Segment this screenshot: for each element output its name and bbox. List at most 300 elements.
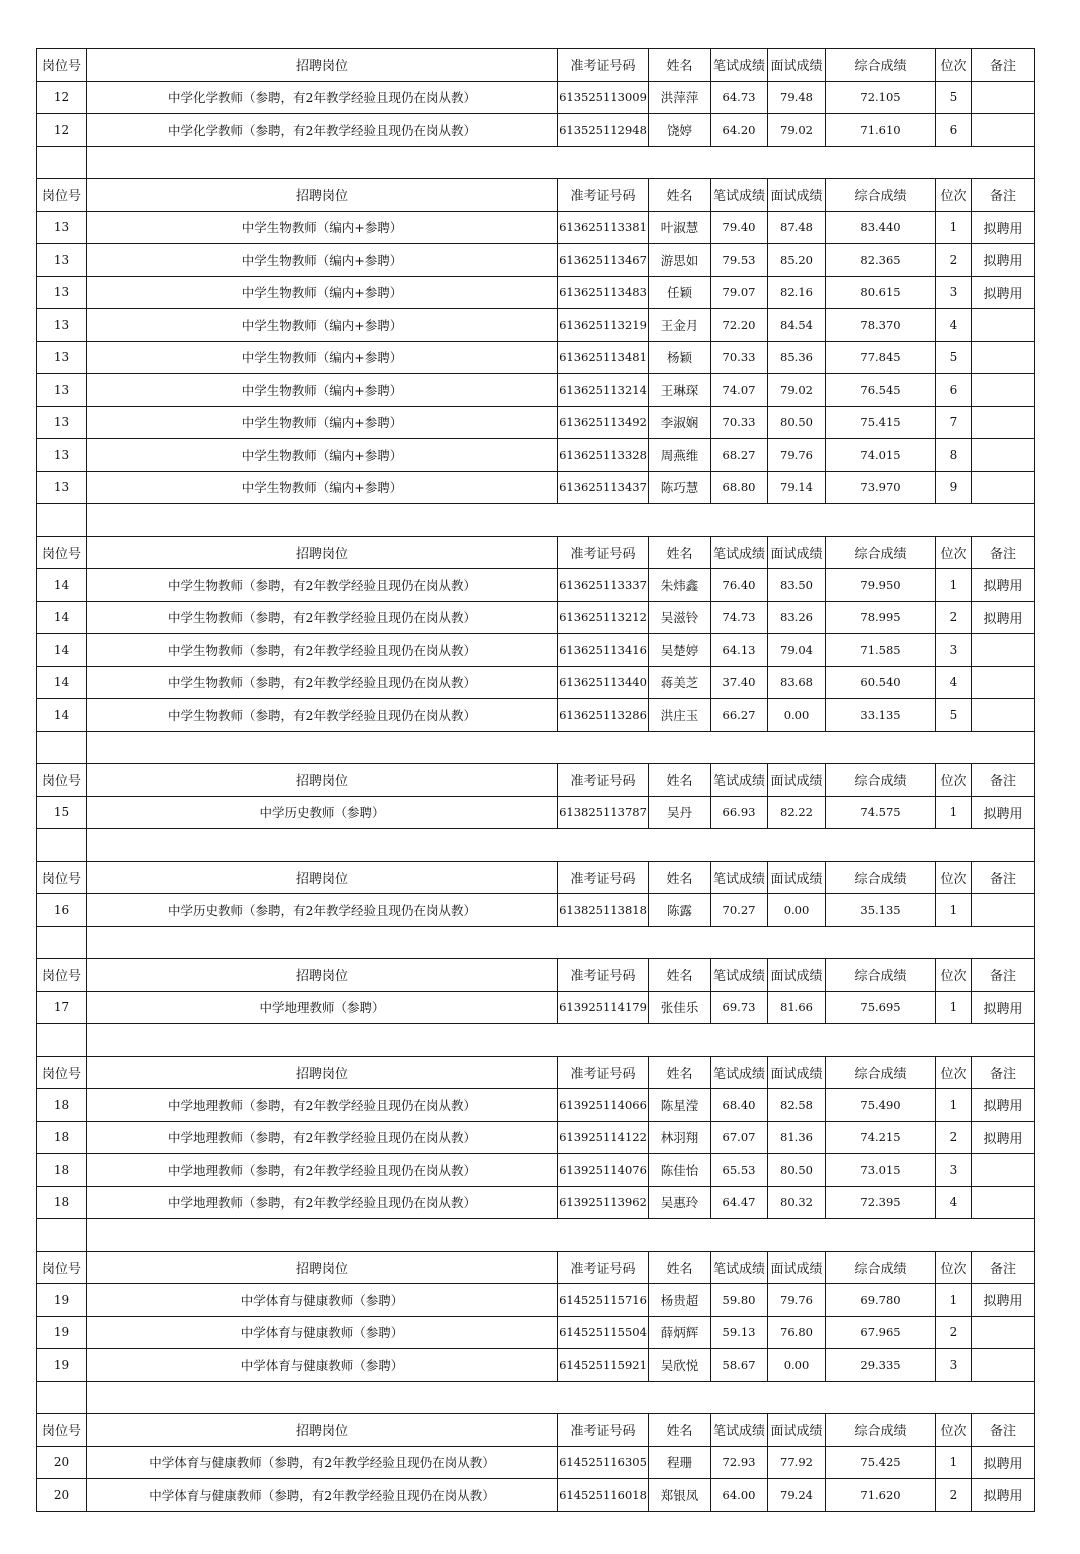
header-rank: 位次: [936, 179, 972, 212]
remark-cell: 拟聘用: [972, 569, 1035, 602]
interview-score-cell: 82.22: [768, 796, 826, 829]
blank-separator-row: [37, 1219, 1035, 1252]
table-row: [37, 276, 1035, 309]
remark-cell: [972, 309, 1035, 342]
table-row: [37, 1479, 1035, 1512]
header-rank: 位次: [936, 49, 972, 82]
remark-cell: 拟聘用: [972, 244, 1035, 277]
job-title-cell: 中学生物教师（编内+参聘）: [87, 439, 558, 472]
interview-score-cell: 79.14: [768, 471, 826, 504]
ticket-no-cell: 613625113481: [558, 341, 649, 374]
header-post-no: 岗位号: [37, 536, 87, 569]
total-score-cell: 75.490: [826, 1089, 936, 1122]
job-title-cell: 中学地理教师（参聘，有2年教学经验且现仍在岗从教）: [87, 1089, 558, 1122]
post-no-cell: 20: [37, 1446, 87, 1479]
rank-cell: 1: [936, 211, 972, 244]
name-cell: 程珊: [649, 1446, 711, 1479]
header-remark: 备注: [972, 1251, 1035, 1284]
total-score-cell: 77.845: [826, 341, 936, 374]
written-score-cell: 68.40: [711, 1089, 768, 1122]
header-rank: 位次: [936, 536, 972, 569]
header-total-score: 综合成绩: [826, 179, 936, 212]
blank-cell: [87, 1219, 1035, 1252]
table-body: [37, 49, 1035, 1512]
ticket-no-cell: 613625113492: [558, 406, 649, 439]
blank-separator-row: [37, 1381, 1035, 1414]
header-row: [37, 861, 1035, 894]
remark-cell: 拟聘用: [972, 1446, 1035, 1479]
ticket-no-cell: 613625113467: [558, 244, 649, 277]
table-row: [37, 374, 1035, 407]
total-score-cell: 60.540: [826, 666, 936, 699]
job-title-cell: 中学地理教师（参聘，有2年教学经验且现仍在岗从教）: [87, 1186, 558, 1219]
table-row: [37, 1186, 1035, 1219]
header-interview-score: 面试成绩: [768, 49, 826, 82]
header-row: [37, 1414, 1035, 1447]
table-row: [37, 699, 1035, 732]
ticket-no-cell: 613925114076: [558, 1154, 649, 1187]
header-interview-score: 面试成绩: [768, 1056, 826, 1089]
score-table: [36, 48, 1035, 1512]
job-title-cell: 中学生物教师（参聘，有2年教学经验且现仍在岗从教）: [87, 601, 558, 634]
header-interview-score: 面试成绩: [768, 861, 826, 894]
job-title-cell: 中学生物教师（参聘，有2年教学经验且现仍在岗从教）: [87, 666, 558, 699]
name-cell: 林羽翔: [649, 1121, 711, 1154]
post-no-cell: 13: [37, 374, 87, 407]
job-title-cell: 中学化学教师（参聘，有2年教学经验且现仍在岗从教）: [87, 81, 558, 114]
header-remark: 备注: [972, 179, 1035, 212]
total-score-cell: 75.695: [826, 991, 936, 1024]
interview-score-cell: 79.02: [768, 374, 826, 407]
written-score-cell: 64.47: [711, 1186, 768, 1219]
ticket-no-cell: 613625113328: [558, 439, 649, 472]
blank-cell: [37, 504, 87, 537]
remark-cell: [972, 81, 1035, 114]
name-cell: 李淑娴: [649, 406, 711, 439]
rank-cell: 2: [936, 1479, 972, 1512]
header-name: 姓名: [649, 1251, 711, 1284]
header-row: [37, 49, 1035, 82]
total-score-cell: 79.950: [826, 569, 936, 602]
post-no-cell: 20: [37, 1479, 87, 1512]
rank-cell: 4: [936, 309, 972, 342]
job-title-cell: 中学地理教师（参聘）: [87, 991, 558, 1024]
header-ticket-no: 准考证号码: [558, 861, 649, 894]
rank-cell: 1: [936, 991, 972, 1024]
name-cell: 饶婷: [649, 114, 711, 147]
name-cell: 游思如: [649, 244, 711, 277]
written-score-cell: 74.07: [711, 374, 768, 407]
interview-score-cell: 81.36: [768, 1121, 826, 1154]
blank-cell: [37, 1219, 87, 1252]
total-score-cell: 73.015: [826, 1154, 936, 1187]
name-cell: 洪庄玉: [649, 699, 711, 732]
total-score-cell: 72.395: [826, 1186, 936, 1219]
rank-cell: 3: [936, 634, 972, 667]
total-score-cell: 76.545: [826, 374, 936, 407]
job-title-cell: 中学体育与健康教师（参聘，有2年教学经验且现仍在岗从教）: [87, 1479, 558, 1512]
header-job-title: 招聘岗位: [87, 764, 558, 797]
interview-score-cell: 79.76: [768, 439, 826, 472]
header-interview-score: 面试成绩: [768, 959, 826, 992]
remark-cell: 拟聘用: [972, 991, 1035, 1024]
ticket-no-cell: 613625113212: [558, 601, 649, 634]
interview-score-cell: 80.32: [768, 1186, 826, 1219]
table-row: [37, 991, 1035, 1024]
name-cell: 陈星滢: [649, 1089, 711, 1122]
post-no-cell: 18: [37, 1121, 87, 1154]
blank-separator-row: [37, 146, 1035, 179]
written-score-cell: 79.40: [711, 211, 768, 244]
header-row: [37, 959, 1035, 992]
interview-score-cell: 81.66: [768, 991, 826, 1024]
total-score-cell: 80.615: [826, 276, 936, 309]
name-cell: 吴欣悦: [649, 1349, 711, 1382]
blank-cell: [87, 1024, 1035, 1057]
name-cell: 蒋美芝: [649, 666, 711, 699]
table-row: [37, 114, 1035, 147]
interview-score-cell: 83.50: [768, 569, 826, 602]
rank-cell: 8: [936, 439, 972, 472]
rank-cell: 6: [936, 374, 972, 407]
header-ticket-no: 准考证号码: [558, 179, 649, 212]
header-total-score: 综合成绩: [826, 764, 936, 797]
header-remark: 备注: [972, 959, 1035, 992]
header-rank: 位次: [936, 1414, 972, 1447]
post-no-cell: 16: [37, 894, 87, 927]
blank-cell: [87, 731, 1035, 764]
written-score-cell: 79.07: [711, 276, 768, 309]
table-row: [37, 1349, 1035, 1382]
header-total-score: 综合成绩: [826, 536, 936, 569]
total-score-cell: 75.415: [826, 406, 936, 439]
rank-cell: 1: [936, 1446, 972, 1479]
interview-score-cell: 77.92: [768, 1446, 826, 1479]
header-row: [37, 179, 1035, 212]
remark-cell: [972, 471, 1035, 504]
total-score-cell: 74.575: [826, 796, 936, 829]
rank-cell: 9: [936, 471, 972, 504]
header-name: 姓名: [649, 861, 711, 894]
blank-separator-row: [37, 829, 1035, 862]
rank-cell: 1: [936, 1089, 972, 1122]
written-score-cell: 64.73: [711, 81, 768, 114]
job-title-cell: 中学历史教师（参聘，有2年教学经验且现仍在岗从教）: [87, 894, 558, 927]
header-post-no: 岗位号: [37, 1056, 87, 1089]
blank-cell: [37, 1024, 87, 1057]
total-score-cell: 73.970: [826, 471, 936, 504]
blank-separator-row: [37, 731, 1035, 764]
header-job-title: 招聘岗位: [87, 861, 558, 894]
remark-cell: [972, 406, 1035, 439]
header-row: [37, 764, 1035, 797]
job-title-cell: 中学生物教师（参聘，有2年教学经验且现仍在岗从教）: [87, 699, 558, 732]
written-score-cell: 64.20: [711, 114, 768, 147]
header-interview-score: 面试成绩: [768, 764, 826, 797]
table-row: [37, 1089, 1035, 1122]
header-rank: 位次: [936, 1056, 972, 1089]
header-post-no: 岗位号: [37, 1251, 87, 1284]
total-score-cell: 82.365: [826, 244, 936, 277]
header-written-score: 笔试成绩: [711, 1056, 768, 1089]
table-row: [37, 1284, 1035, 1317]
written-score-cell: 69.73: [711, 991, 768, 1024]
post-no-cell: 13: [37, 406, 87, 439]
table-row: [37, 1446, 1035, 1479]
blank-cell: [87, 1381, 1035, 1414]
remark-cell: [972, 1154, 1035, 1187]
total-score-cell: 35.135: [826, 894, 936, 927]
post-no-cell: 13: [37, 309, 87, 342]
remark-cell: 拟聘用: [972, 211, 1035, 244]
total-score-cell: 72.105: [826, 81, 936, 114]
rank-cell: 2: [936, 1316, 972, 1349]
post-no-cell: 13: [37, 341, 87, 374]
total-score-cell: 74.015: [826, 439, 936, 472]
name-cell: 周燕维: [649, 439, 711, 472]
ticket-no-cell: 613925113962: [558, 1186, 649, 1219]
rank-cell: 1: [936, 569, 972, 602]
ticket-no-cell: 613625113483: [558, 276, 649, 309]
job-title-cell: 中学地理教师（参聘，有2年教学经验且现仍在岗从教）: [87, 1121, 558, 1154]
job-title-cell: 中学生物教师（参聘，有2年教学经验且现仍在岗从教）: [87, 569, 558, 602]
blank-cell: [37, 926, 87, 959]
job-title-cell: 中学生物教师（编内+参聘）: [87, 211, 558, 244]
rank-cell: 2: [936, 601, 972, 634]
header-post-no: 岗位号: [37, 49, 87, 82]
written-score-cell: 70.27: [711, 894, 768, 927]
interview-score-cell: 80.50: [768, 406, 826, 439]
ticket-no-cell: 614525115921: [558, 1349, 649, 1382]
header-post-no: 岗位号: [37, 861, 87, 894]
remark-cell: [972, 374, 1035, 407]
ticket-no-cell: 614525116018: [558, 1479, 649, 1512]
header-name: 姓名: [649, 959, 711, 992]
remark-cell: [972, 1186, 1035, 1219]
header-remark: 备注: [972, 764, 1035, 797]
interview-score-cell: 85.20: [768, 244, 826, 277]
blank-separator-row: [37, 926, 1035, 959]
remark-cell: [972, 341, 1035, 374]
header-name: 姓名: [649, 179, 711, 212]
post-no-cell: 13: [37, 471, 87, 504]
rank-cell: 3: [936, 1349, 972, 1382]
ticket-no-cell: 613925114122: [558, 1121, 649, 1154]
rank-cell: 4: [936, 1186, 972, 1219]
remark-cell: [972, 1316, 1035, 1349]
remark-cell: [972, 894, 1035, 927]
written-score-cell: 68.27: [711, 439, 768, 472]
remark-cell: [972, 1349, 1035, 1382]
post-no-cell: 13: [37, 211, 87, 244]
header-total-score: 综合成绩: [826, 1056, 936, 1089]
total-score-cell: 71.585: [826, 634, 936, 667]
name-cell: 叶淑慧: [649, 211, 711, 244]
written-score-cell: 37.40: [711, 666, 768, 699]
header-remark: 备注: [972, 536, 1035, 569]
header-job-title: 招聘岗位: [87, 1251, 558, 1284]
header-interview-score: 面试成绩: [768, 1251, 826, 1284]
total-score-cell: 83.440: [826, 211, 936, 244]
header-post-no: 岗位号: [37, 179, 87, 212]
job-title-cell: 中学生物教师（编内+参聘）: [87, 406, 558, 439]
ticket-no-cell: 614525116305: [558, 1446, 649, 1479]
table-row: [37, 406, 1035, 439]
header-job-title: 招聘岗位: [87, 1414, 558, 1447]
blank-cell: [37, 1381, 87, 1414]
blank-cell: [37, 146, 87, 179]
ticket-no-cell: 613925114066: [558, 1089, 649, 1122]
header-interview-score: 面试成绩: [768, 536, 826, 569]
remark-cell: 拟聘用: [972, 1089, 1035, 1122]
post-no-cell: 14: [37, 666, 87, 699]
name-cell: 吴丹: [649, 796, 711, 829]
total-score-cell: 69.780: [826, 1284, 936, 1317]
ticket-no-cell: 613625113381: [558, 211, 649, 244]
post-no-cell: 13: [37, 276, 87, 309]
header-job-title: 招聘岗位: [87, 959, 558, 992]
ticket-no-cell: 613625113437: [558, 471, 649, 504]
total-score-cell: 71.610: [826, 114, 936, 147]
header-remark: 备注: [972, 1056, 1035, 1089]
ticket-no-cell: 613625113440: [558, 666, 649, 699]
post-no-cell: 19: [37, 1316, 87, 1349]
written-score-cell: 79.53: [711, 244, 768, 277]
job-title-cell: 中学生物教师（编内+参聘）: [87, 374, 558, 407]
post-no-cell: 12: [37, 114, 87, 147]
header-row: [37, 1251, 1035, 1284]
rank-cell: 1: [936, 894, 972, 927]
post-no-cell: 19: [37, 1284, 87, 1317]
interview-score-cell: 85.36: [768, 341, 826, 374]
table-row: [37, 796, 1035, 829]
post-no-cell: 18: [37, 1089, 87, 1122]
rank-cell: 3: [936, 1154, 972, 1187]
blank-cell: [87, 926, 1035, 959]
post-no-cell: 18: [37, 1186, 87, 1219]
interview-score-cell: 84.54: [768, 309, 826, 342]
rank-cell: 5: [936, 341, 972, 374]
header-ticket-no: 准考证号码: [558, 536, 649, 569]
job-title-cell: 中学化学教师（参聘，有2年教学经验且现仍在岗从教）: [87, 114, 558, 147]
header-ticket-no: 准考证号码: [558, 1251, 649, 1284]
interview-score-cell: 79.76: [768, 1284, 826, 1317]
header-job-title: 招聘岗位: [87, 1056, 558, 1089]
job-title-cell: 中学生物教师（编内+参聘）: [87, 471, 558, 504]
job-title-cell: 中学地理教师（参聘，有2年教学经验且现仍在岗从教）: [87, 1154, 558, 1187]
interview-score-cell: 79.48: [768, 81, 826, 114]
ticket-no-cell: 613625113286: [558, 699, 649, 732]
ticket-no-cell: 614525115504: [558, 1316, 649, 1349]
header-remark: 备注: [972, 861, 1035, 894]
header-interview-score: 面试成绩: [768, 179, 826, 212]
job-title-cell: 中学生物教师（编内+参聘）: [87, 341, 558, 374]
header-ticket-no: 准考证号码: [558, 959, 649, 992]
post-no-cell: 18: [37, 1154, 87, 1187]
rank-cell: 2: [936, 244, 972, 277]
blank-separator-row: [37, 1024, 1035, 1057]
interview-score-cell: 0.00: [768, 699, 826, 732]
blank-separator-row: [37, 504, 1035, 537]
written-score-cell: 59.13: [711, 1316, 768, 1349]
table-row: [37, 471, 1035, 504]
post-no-cell: 14: [37, 699, 87, 732]
rank-cell: 4: [936, 666, 972, 699]
header-name: 姓名: [649, 49, 711, 82]
remark-cell: [972, 634, 1035, 667]
interview-score-cell: 83.68: [768, 666, 826, 699]
job-title-cell: 中学体育与健康教师（参聘）: [87, 1284, 558, 1317]
total-score-cell: 29.335: [826, 1349, 936, 1382]
rank-cell: 2: [936, 1121, 972, 1154]
name-cell: 洪萍萍: [649, 81, 711, 114]
interview-score-cell: 76.80: [768, 1316, 826, 1349]
blank-cell: [37, 731, 87, 764]
header-written-score: 笔试成绩: [711, 764, 768, 797]
ticket-no-cell: 614525115716: [558, 1284, 649, 1317]
header-name: 姓名: [649, 764, 711, 797]
header-total-score: 综合成绩: [826, 49, 936, 82]
written-score-cell: 74.73: [711, 601, 768, 634]
total-score-cell: 33.135: [826, 699, 936, 732]
remark-cell: 拟聘用: [972, 796, 1035, 829]
blank-cell: [37, 829, 87, 862]
name-cell: 吴惠玲: [649, 1186, 711, 1219]
header-rank: 位次: [936, 764, 972, 797]
rank-cell: 3: [936, 276, 972, 309]
interview-score-cell: 79.04: [768, 634, 826, 667]
interview-score-cell: 80.50: [768, 1154, 826, 1187]
interview-score-cell: 79.02: [768, 114, 826, 147]
rank-cell: 1: [936, 1284, 972, 1317]
post-no-cell: 15: [37, 796, 87, 829]
header-rank: 位次: [936, 861, 972, 894]
job-title-cell: 中学生物教师（编内+参聘）: [87, 244, 558, 277]
interview-score-cell: 82.16: [768, 276, 826, 309]
header-written-score: 笔试成绩: [711, 1414, 768, 1447]
blank-cell: [87, 146, 1035, 179]
table-row: [37, 569, 1035, 602]
remark-cell: [972, 699, 1035, 732]
job-title-cell: 中学历史教师（参聘）: [87, 796, 558, 829]
name-cell: 吴滋铃: [649, 601, 711, 634]
remark-cell: 拟聘用: [972, 1284, 1035, 1317]
remark-cell: 拟聘用: [972, 1479, 1035, 1512]
written-score-cell: 66.93: [711, 796, 768, 829]
job-title-cell: 中学生物教师（编内+参聘）: [87, 276, 558, 309]
ticket-no-cell: 613525112948: [558, 114, 649, 147]
table-row: [37, 601, 1035, 634]
header-total-score: 综合成绩: [826, 959, 936, 992]
header-remark: 备注: [972, 49, 1035, 82]
written-score-cell: 72.20: [711, 309, 768, 342]
table-row: [37, 309, 1035, 342]
header-name: 姓名: [649, 1056, 711, 1089]
name-cell: 郑银凤: [649, 1479, 711, 1512]
table-row: [37, 894, 1035, 927]
written-score-cell: 70.33: [711, 341, 768, 374]
header-written-score: 笔试成绩: [711, 179, 768, 212]
written-score-cell: 64.00: [711, 1479, 768, 1512]
post-no-cell: 14: [37, 634, 87, 667]
table-row: [37, 211, 1035, 244]
header-written-score: 笔试成绩: [711, 536, 768, 569]
total-score-cell: 78.370: [826, 309, 936, 342]
interview-score-cell: 82.58: [768, 1089, 826, 1122]
header-job-title: 招聘岗位: [87, 49, 558, 82]
written-score-cell: 66.27: [711, 699, 768, 732]
header-written-score: 笔试成绩: [711, 861, 768, 894]
